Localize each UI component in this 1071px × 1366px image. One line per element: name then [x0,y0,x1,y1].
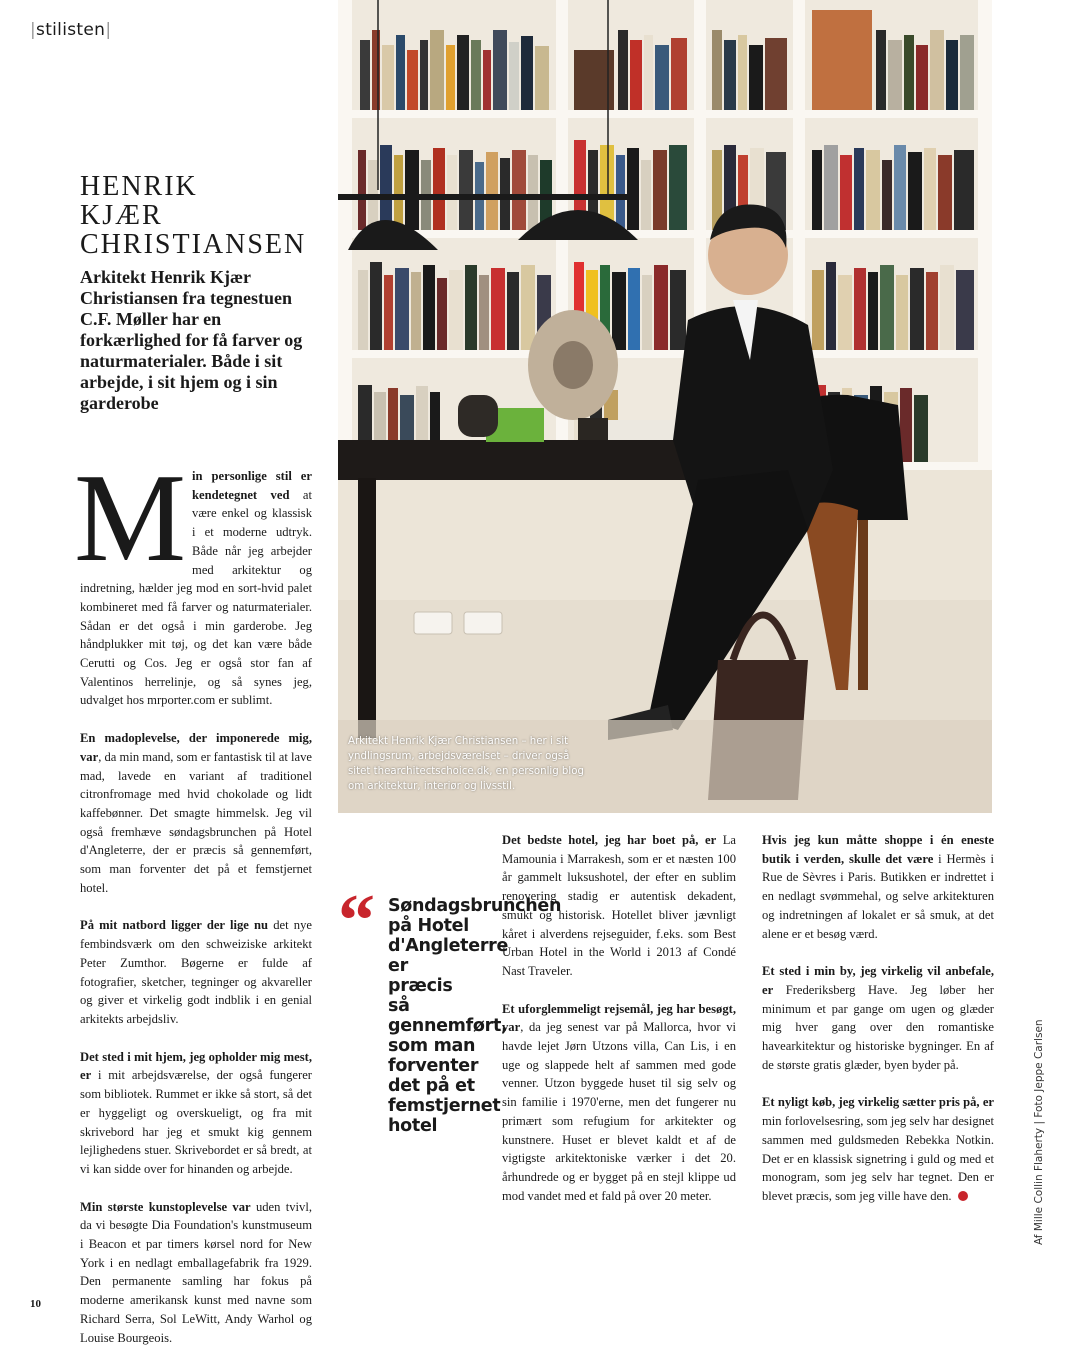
feature-photo [338,0,992,813]
paragraph-lead: in personlige stil er kendetegnet ved [192,469,312,502]
headline [80,172,330,259]
paragraph-lead: På mit natbord ligger der lige nu [80,918,269,933]
paragraph-lead: Et sted i min by, jeg virkelig vil anbefale, er [762,964,994,997]
paragraph-text: La Mamounia i Marrakesh, som er et næsten 100 år gammelt luksushotel, der efter en sublim renovering stadig er autentisk dekadent, smukt og historisk. Hotellet bliver jævnligt kåret i alverdens rejseguider, f.eks. som Best Urban Hotel in the World i 2013 af Condé Nast Traveler. [502,833,736,978]
paragraph [80,1198,312,1348]
paragraph [80,1048,312,1179]
paragraph [762,1093,994,1205]
section-bar-right: | [105,20,112,40]
paragraph-text: uden tvivl, da vi besøgte Dia Foundation's kunstmuseum i Beacon et par timers kørsel nord for New York i en nedlagt emballagefabrik fra 1929. Den permanente samling har fokus på moderne amerikansk kunst med navne som Richard Serra, Sol LeWitt, Andy Warhol og Louise Bourgeois. [80,1199,312,1345]
drop-cap: M [74,449,187,588]
paragraph-text: at være enkel og klassisk i et moderne udtryk. Både når jeg arbejder med arkitektur og indretning, hælder jeg mod en sort-hvid palet kombineret med få farver og naturmaterialer. Sådan er det også i min garderobe. Jeg håndplukker mit tøj, og det kan være både Cerutti og Cos. Jeg er også stor fan af Valentinos herrelinje, og så synes jeg, udvalget hos mrporter.com er sublimt. [80,487,312,708]
paragraph [74,449,312,710]
paragraph-lead: Min største kunstoplevelse var [80,1199,251,1214]
article-column-1 [74,449,312,1366]
paragraph-text: , da min mand, som er fantastisk til at lave mad, lavede en variant af traditionel citronfromage med hvid chokolade og lidt kaffebønner. Det smagte himmelsk. Jeg vil også fremhæve søndagsbrunchen på Hotel d'Angleterre, der er præcis så gennemført, som man forventer det på et femstjernet hotel. [80,749,312,895]
quote-mark-icon: “ [338,880,375,962]
article-column-3 [762,831,994,1225]
credits: Af Mille Collin Flaherty | Foto Jeppe Carlsen [1033,1019,1045,1245]
page-number: 10 [30,1298,41,1310]
paragraph-lead: Et uforglemmeligt rejsemål, jeg har besøgt, var [502,1001,736,1035]
end-mark-icon [958,1191,968,1201]
paragraph-lead: Hvis jeg kun måtte shoppe i én eneste butik i verden, skulle det være [762,833,994,866]
intro-text: Arkitekt Henrik Kjær Christiansen fra tegnestuen C.F. Møller har en forkærlighed for få farver og naturmaterialer. Både i sit arbejde, i sit hjem og i sin garderobe [80,267,303,413]
paragraph [502,1000,736,1206]
paragraph-lead: Det bedste hotel, jeg har boet på, er [502,833,717,847]
paragraph [80,916,312,1028]
section-bar-left: | [30,20,37,40]
paragraph-lead: Et nyligt køb, jeg virkelig sætter pris på, er [762,1095,994,1110]
paragraph-text: , da jeg senest var på Mallorca, hvor vi havde lejet Jørn Utzons villa, Can Lis, i en uge og slappede helt af sammen med gode venner. Utzon byggede huset til sig selv og sin familie i 1970'erne, men det fungerer nu primært som refugium for arkitekter og kunstnere. Huset er blevet kaldt et af de vigtigste arkitektoniske værker i det 20. århundrede og er bygget på en stejl klippe ud mod vandet med et fald på over 20 meter. [502,1020,736,1203]
pull-quote [338,880,562,1136]
paragraph-text: det nye fembindsværk om den schweiziske arkitekt Peter Zumthor. Bøgerne er fulde af fotografier, sketcher, tegninger og akvareller og giver et virkelig godt indblik i en genial arkitekts arbejdsliv. [80,918,312,1026]
headline-line-2: KJÆR [80,200,163,231]
paragraph-text: i Hermès i Rue de Sèvres i Paris. Butikken er indrettet i en nedlagt svømmehal, og selve arkitekturen og indretningen af lokalet er så smuk, at det alene er et besøg værd. [762,851,995,941]
paragraph-text: min forlovelsesring, som jeg selv har designet sammen med guldsmeden Rebekka Notkin. Det er en klassisk signetring i guld og med et monogram, som jeg selv har tegnet. Den er blevet præcis, som jeg ville have den. [762,1114,994,1203]
section-label [30,20,111,40]
headline-line-3: CHRISTIANSEN [80,229,307,260]
headline-line-1: HENRIK [80,171,198,202]
paragraph [80,729,312,897]
paragraph-lead: En madoplevelse, der imponerede mig, var [80,731,312,764]
section-title: stilisten [36,20,106,40]
photo-caption: Arkitekt Henrik Kjær Christiansen – her i sit yndlingsrum, arbejdsværelset – driver også sitet thearchitectschoice.dk, en personlig blog om arkitektur, interiør og livsstil. [348,736,584,792]
paragraph-text: i mit arbejdsværelse, der også fungerer som bibliotek. Rummet er ikke så stort, så det er hyggeligt og overskueligt, og fra mit skrivebord har jeg et smukt kig gennem lejlighedens stuer. Skrivebordet er så bredt, at vi kan sidde over for hinanden og arbejde. [80,1068,312,1176]
paragraph [762,962,994,1074]
pull-quote-text: Søndagsbrunchen på Hotel d'Angleterre er præcis så gennemført, som man forventer det på et femstjernet hotel [388,896,562,1136]
paragraph-lead: Det sted i mit hjem, jeg opholder mig mest, er [80,1049,312,1083]
article-column-2 [502,831,736,1224]
paragraph [762,831,994,943]
paragraph [502,831,736,981]
photo-illustration [338,0,992,813]
paragraph-text: Frederiksberg Have. Jeg løber her minimum et par gange om ugen og glæder mig hver gang over den romantiske havearkitektur og historiske bygninger. En af de største gratis glæder, byen byder på. [762,982,994,1072]
